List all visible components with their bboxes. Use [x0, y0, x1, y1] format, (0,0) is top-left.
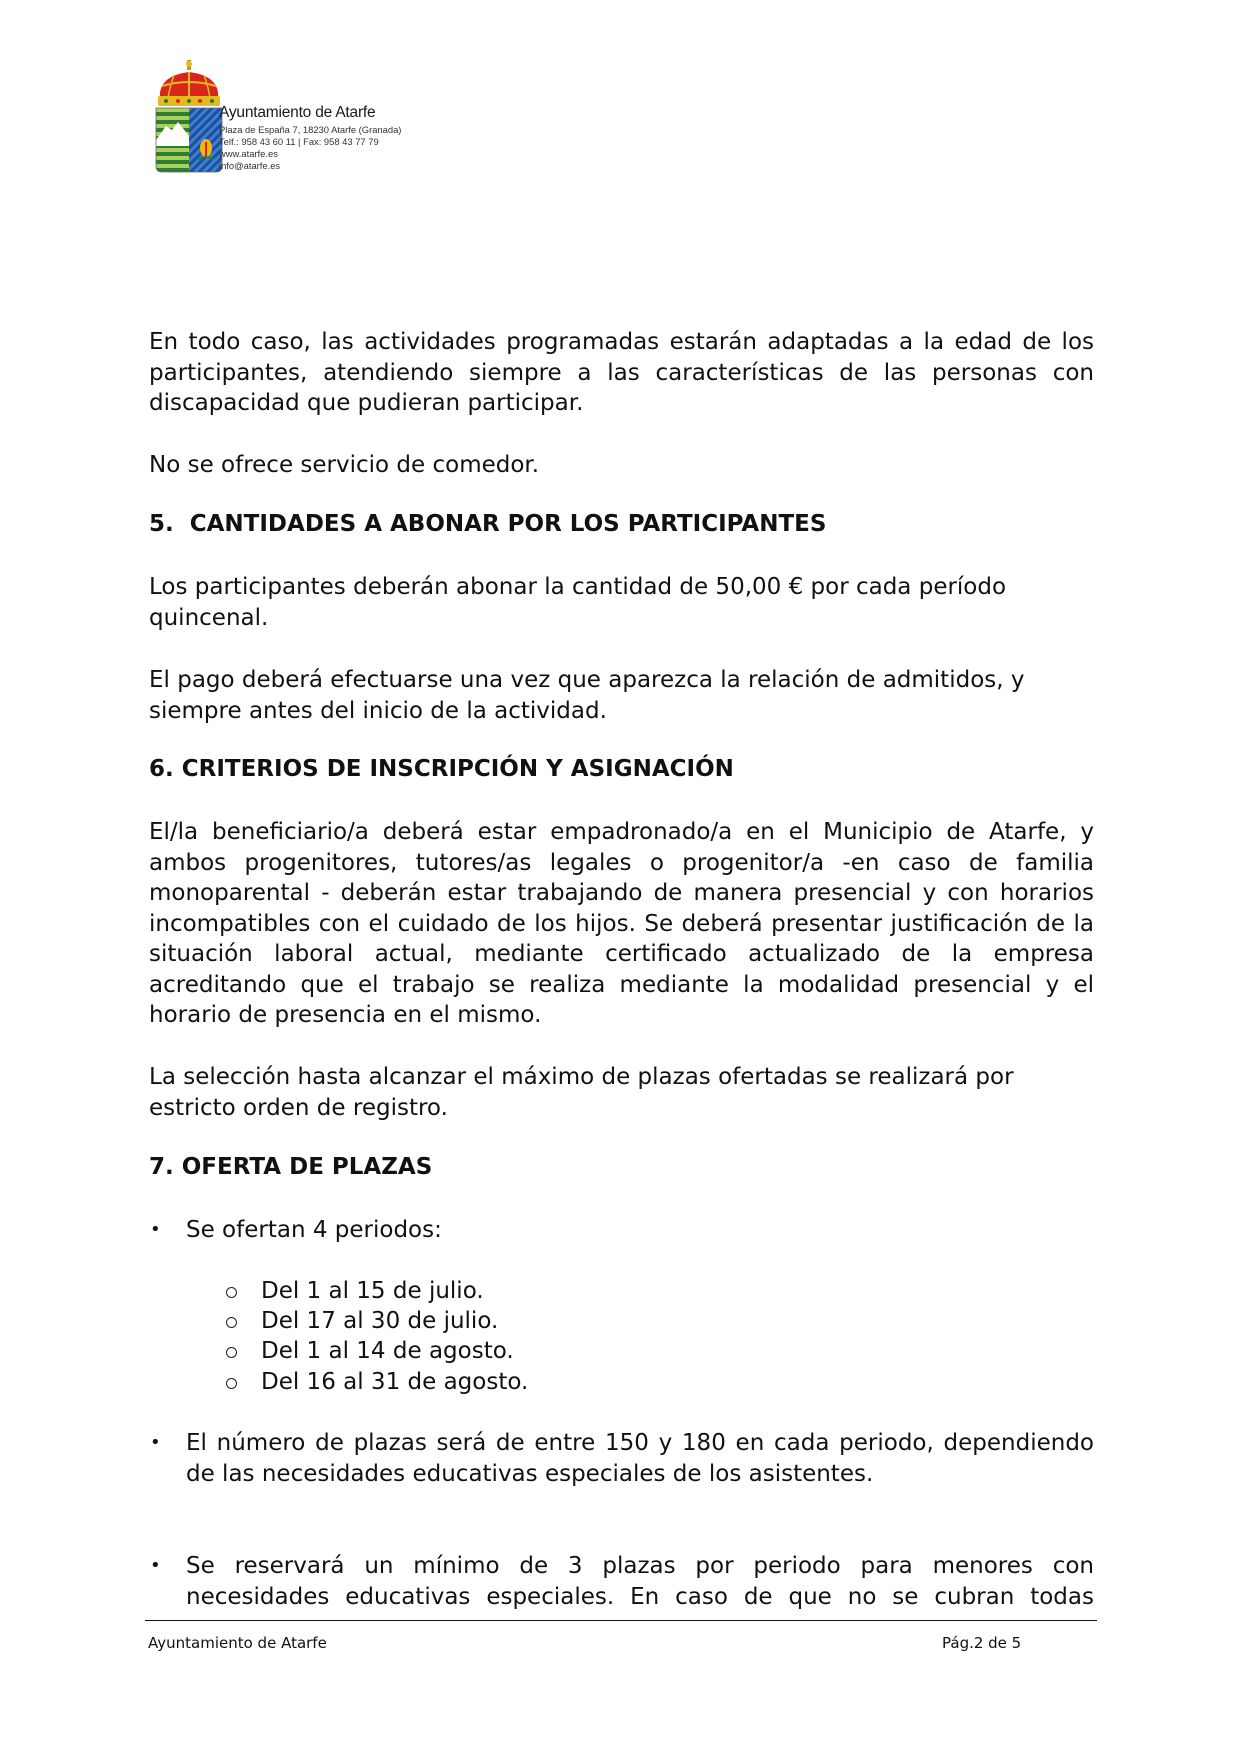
circle-bullet-icon: [226, 1317, 237, 1328]
section-6-paragraph-1: El/la beneficiario/a deberá estar empadronado/a en el Municipio de Atarfe, y ambos progenitores, tutores/as legales o progenitor/a -en caso de familia monoparental - deberán estar trabajando de manera presencial y con horarios incompatibles con el cuidado de los hijos. Se deberá presentar justificación de la situación laboral actual, mediante certificado actualizado de la empresa acreditando que el trabajo se realiza mediante la modalidad presencial y el horario de presencia en el mismo.: [149, 819, 1094, 1028]
coat-of-arms-icon: [152, 60, 227, 174]
section-6-heading: 6. CRITERIOS DE INSCRIPCIÓN Y ASIGNACIÓN: [149, 756, 734, 782]
circle-bullet-icon: [226, 1347, 237, 1358]
no-dining-paragraph: No se ofrece servicio de comedor.: [149, 452, 540, 478]
period-item: Del 1 al 15 de julio.: [261, 1278, 484, 1304]
period-item: Del 16 al 31 de agosto.: [261, 1369, 529, 1395]
footer-organization: Ayuntamiento de Atarfe: [148, 1634, 327, 1652]
bullet-icon: •: [150, 1432, 161, 1453]
circle-bullet-icon: [226, 1287, 237, 1298]
circle-bullet-icon: [226, 1378, 237, 1389]
letterhead-phone-fax: Telf.: 958 43 60 11 | Fax: 958 43 77 79: [219, 136, 379, 147]
bullet-text: Se reservará un mínimo de 3 plazas por periodo para menores con necesidades educativas especiales. En caso de que no se cubran todas: [186, 1553, 1094, 1610]
section-7-heading: 7. OFERTA DE PLAZAS: [149, 1154, 433, 1180]
letterhead-email: info@atarfe.es: [219, 160, 281, 171]
bullet-icon: •: [150, 1219, 161, 1240]
intro-paragraph: En todo caso, las actividades programadas estarán adaptadas a la edad de los participantes, atendiendo siempre a las características de las personas con discapacidad que pudieran participar.: [149, 329, 1094, 416]
section-6-paragraph-2: La selección hasta alcanzar el máximo de plazas ofertadas se realizará por estricto orden de registro.: [149, 1064, 1014, 1121]
bullet-icon: •: [150, 1555, 161, 1576]
section-5-paragraph-1: Los participantes deberán abonar la cantidad de 50,00 € por cada período quincenal.: [149, 574, 1007, 631]
bullet-text: Se ofertan 4 periodos:: [186, 1217, 442, 1243]
period-item: Del 1 al 14 de agosto.: [261, 1338, 514, 1364]
letterhead-org-name: Ayuntamiento de Atarfe: [219, 104, 376, 121]
section-5-heading: 5. CANTIDADES A ABONAR POR LOS PARTICIPANTES: [149, 511, 827, 537]
footer-page-number: Pág.2 de 5: [942, 1634, 1022, 1652]
footer-divider: [145, 1620, 1097, 1621]
letterhead-website: www.atarfe.es: [219, 148, 278, 159]
section-5-paragraph-2: El pago deberá efectuarse una vez que aparezca la relación de admitidos, y siempre antes del inicio de la actividad.: [149, 667, 1025, 724]
letterhead-address: Plaza de España 7, 18230 Atarfe (Granada): [219, 124, 402, 135]
bullet-text: El número de plazas será de entre 150 y 180 en cada periodo, dependiendo de las necesidades educativas especiales de los asistentes.: [186, 1430, 1094, 1487]
period-item: Del 17 al 30 de julio.: [261, 1308, 499, 1334]
